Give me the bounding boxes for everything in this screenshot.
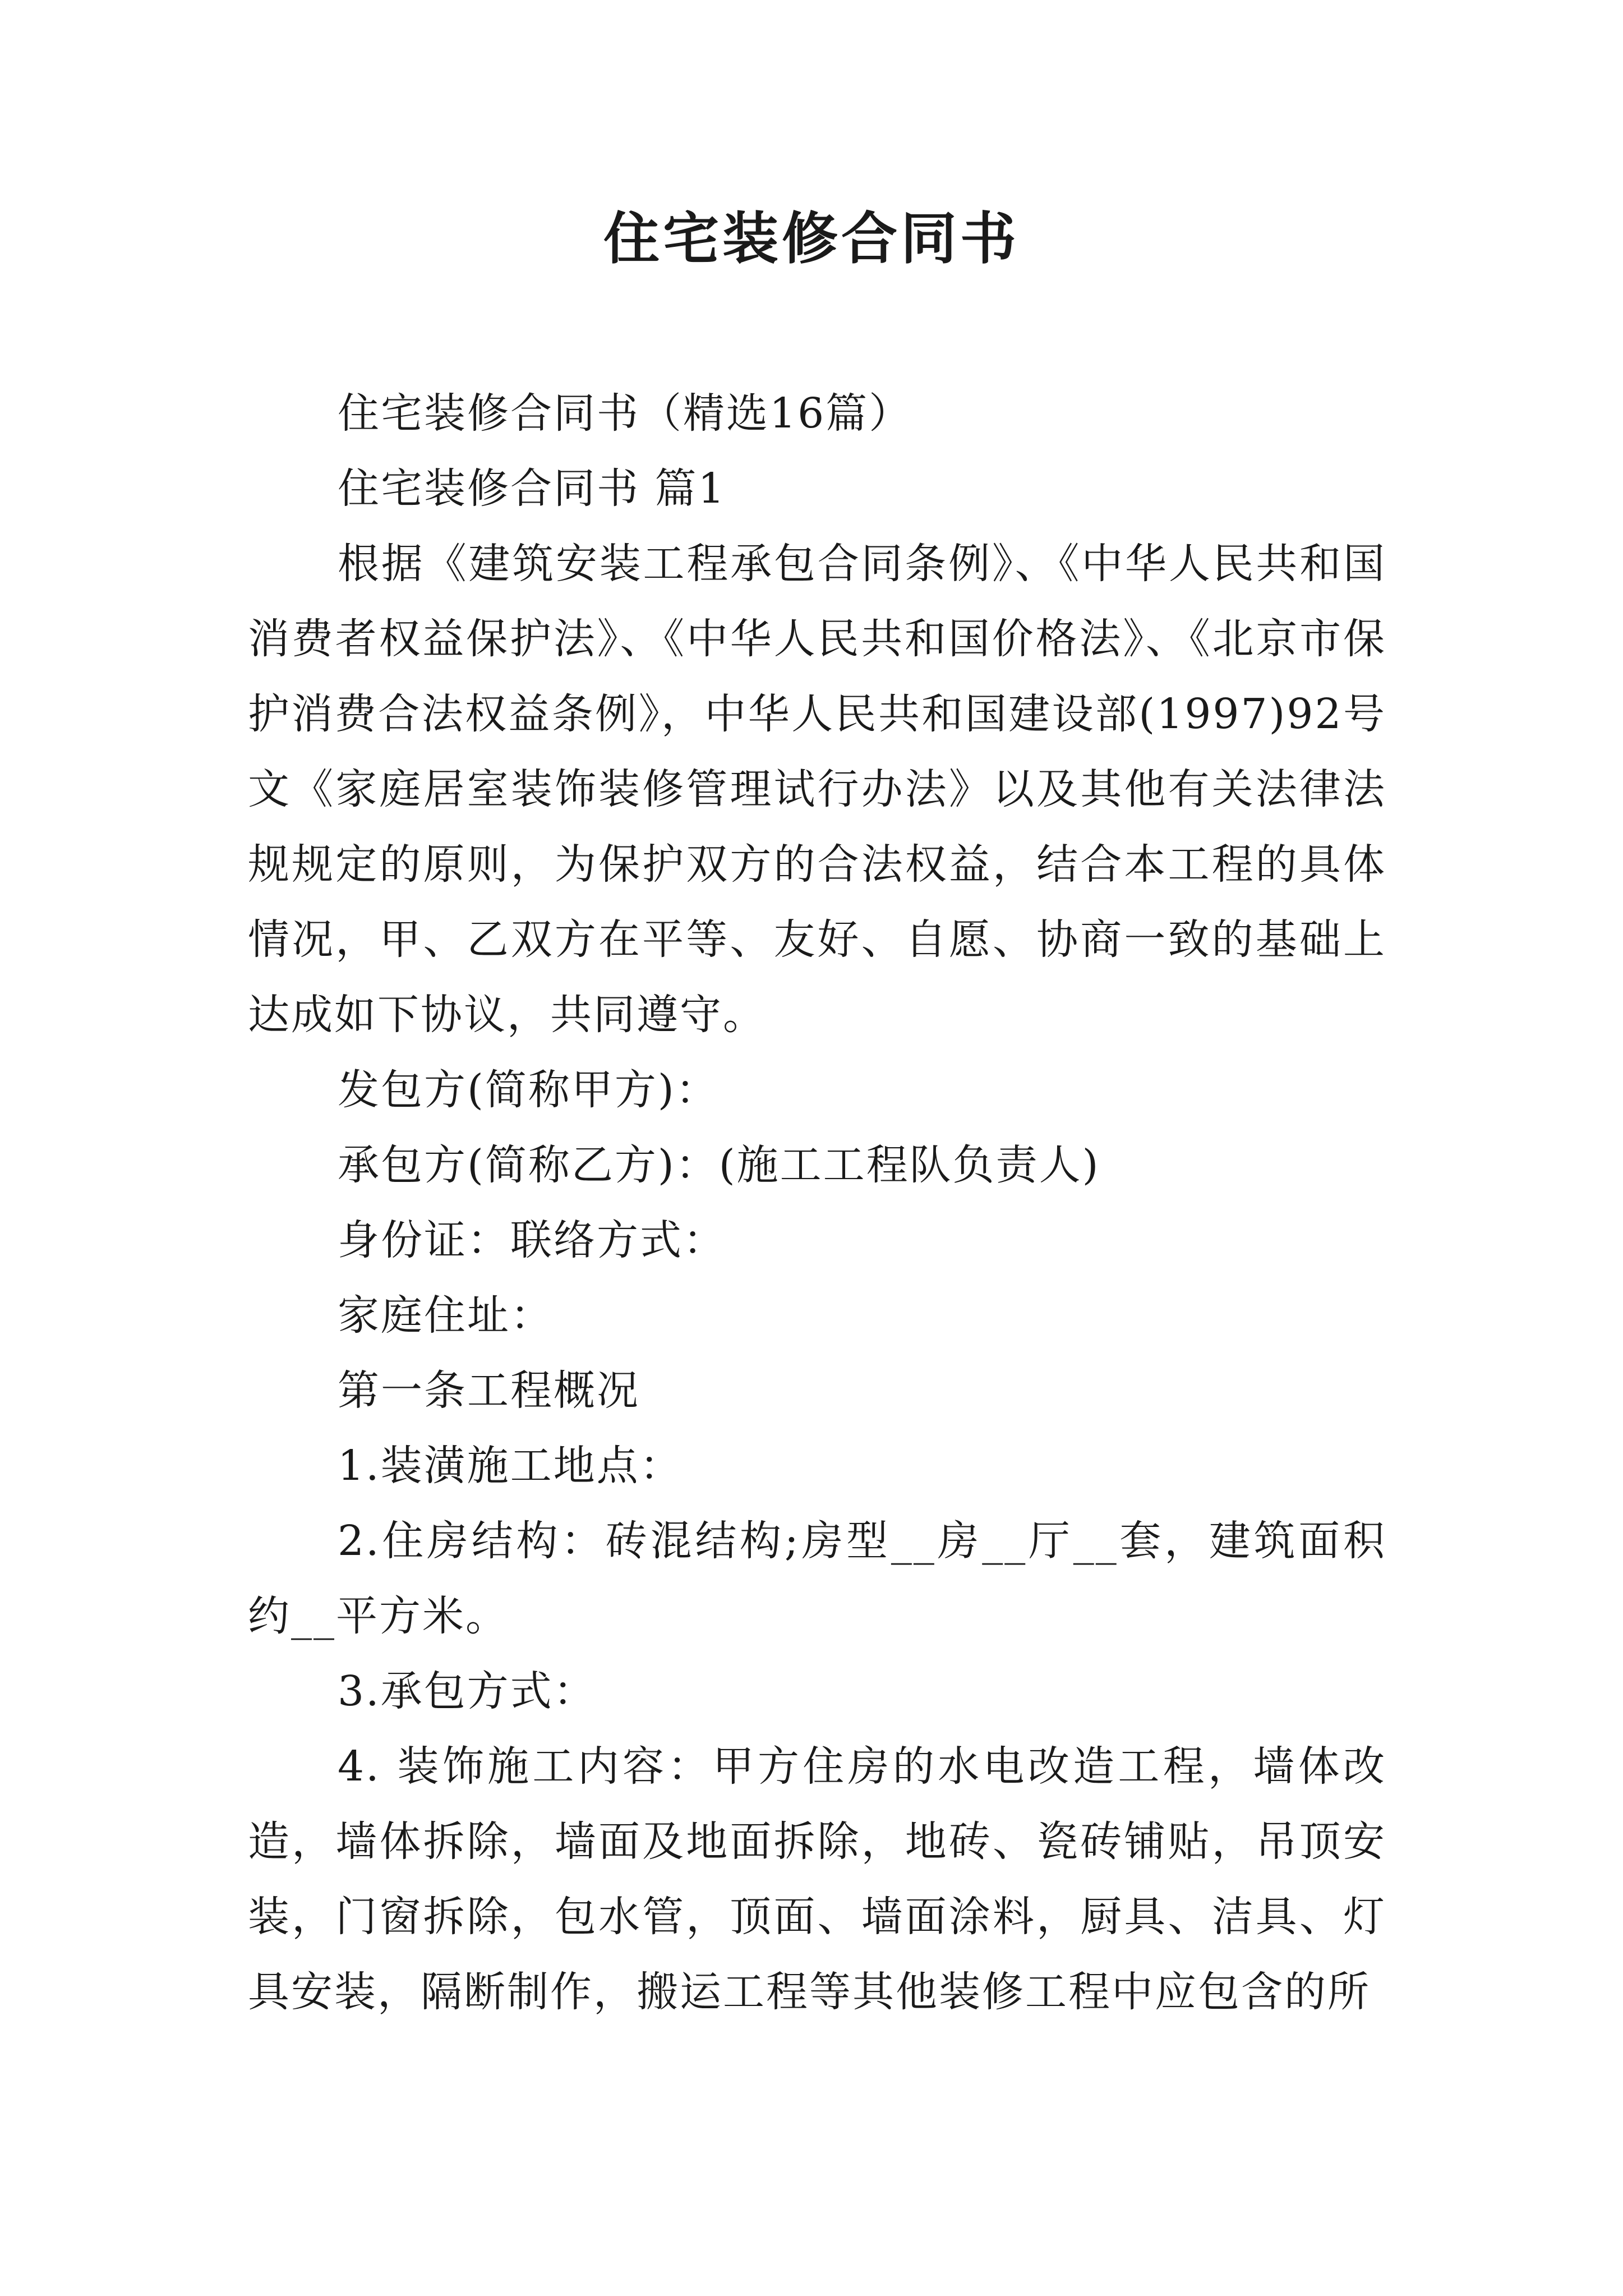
subtitle-paragraph: 住宅装修合同书（精选16篇）: [338, 389, 912, 438]
preamble-paragraph: 根据《建筑安装工程承包合同条例》、《中华人民共和国消费者权益保护法》、《中华人民共和国价格法》、《北京市保护消费合法权益条例》，中华人民共和国建设部(1997)92号文《家庭居室装饰装修管理试行办法》以及其他有关法律法规规定的原则，为保护双方的合法权益，结合本工程的具体情况，甲、乙双方在平等、友好、自愿、协商一致的基础上达成如下协议，共同遵守。: [248, 540, 1386, 1039]
address-line: 家庭住址：: [338, 1291, 554, 1340]
party-b-line: 承包方(简称乙方)：(施工工程队负责人): [338, 1141, 1100, 1189]
clause-item: 2.住房结构：砖混结构;房型__房__厅__套，建筑面积约__平方米。: [248, 1517, 1386, 1640]
clause-item: 1.装潢施工地点：: [338, 1442, 683, 1490]
section-heading: 住宅装修合同书 篇1: [338, 464, 726, 513]
id-contact-line: 身份证：联络方式：: [338, 1216, 726, 1264]
article-heading: 第一条工程概况: [338, 1366, 640, 1415]
party-a-line: 发包方(简称甲方)：: [338, 1066, 719, 1114]
document-body: [248, 376, 1386, 2030]
document-title: 住宅装修合同书: [603, 205, 1020, 272]
clause-item: 3.承包方式：: [338, 1667, 597, 1715]
clause-item: 4. 装饰施工内容：甲方住房的水电改造工程，墙体改造，墙体拆除，墙面及地面拆除，地砖、瓷砖铺贴，吊顶安装，门窗拆除，包水管，顶面、墙面涂料，厨具、洁具、灯具安装，隔断制作，搬运工程等其他装修工程中应包含的所: [248, 1742, 1386, 2016]
